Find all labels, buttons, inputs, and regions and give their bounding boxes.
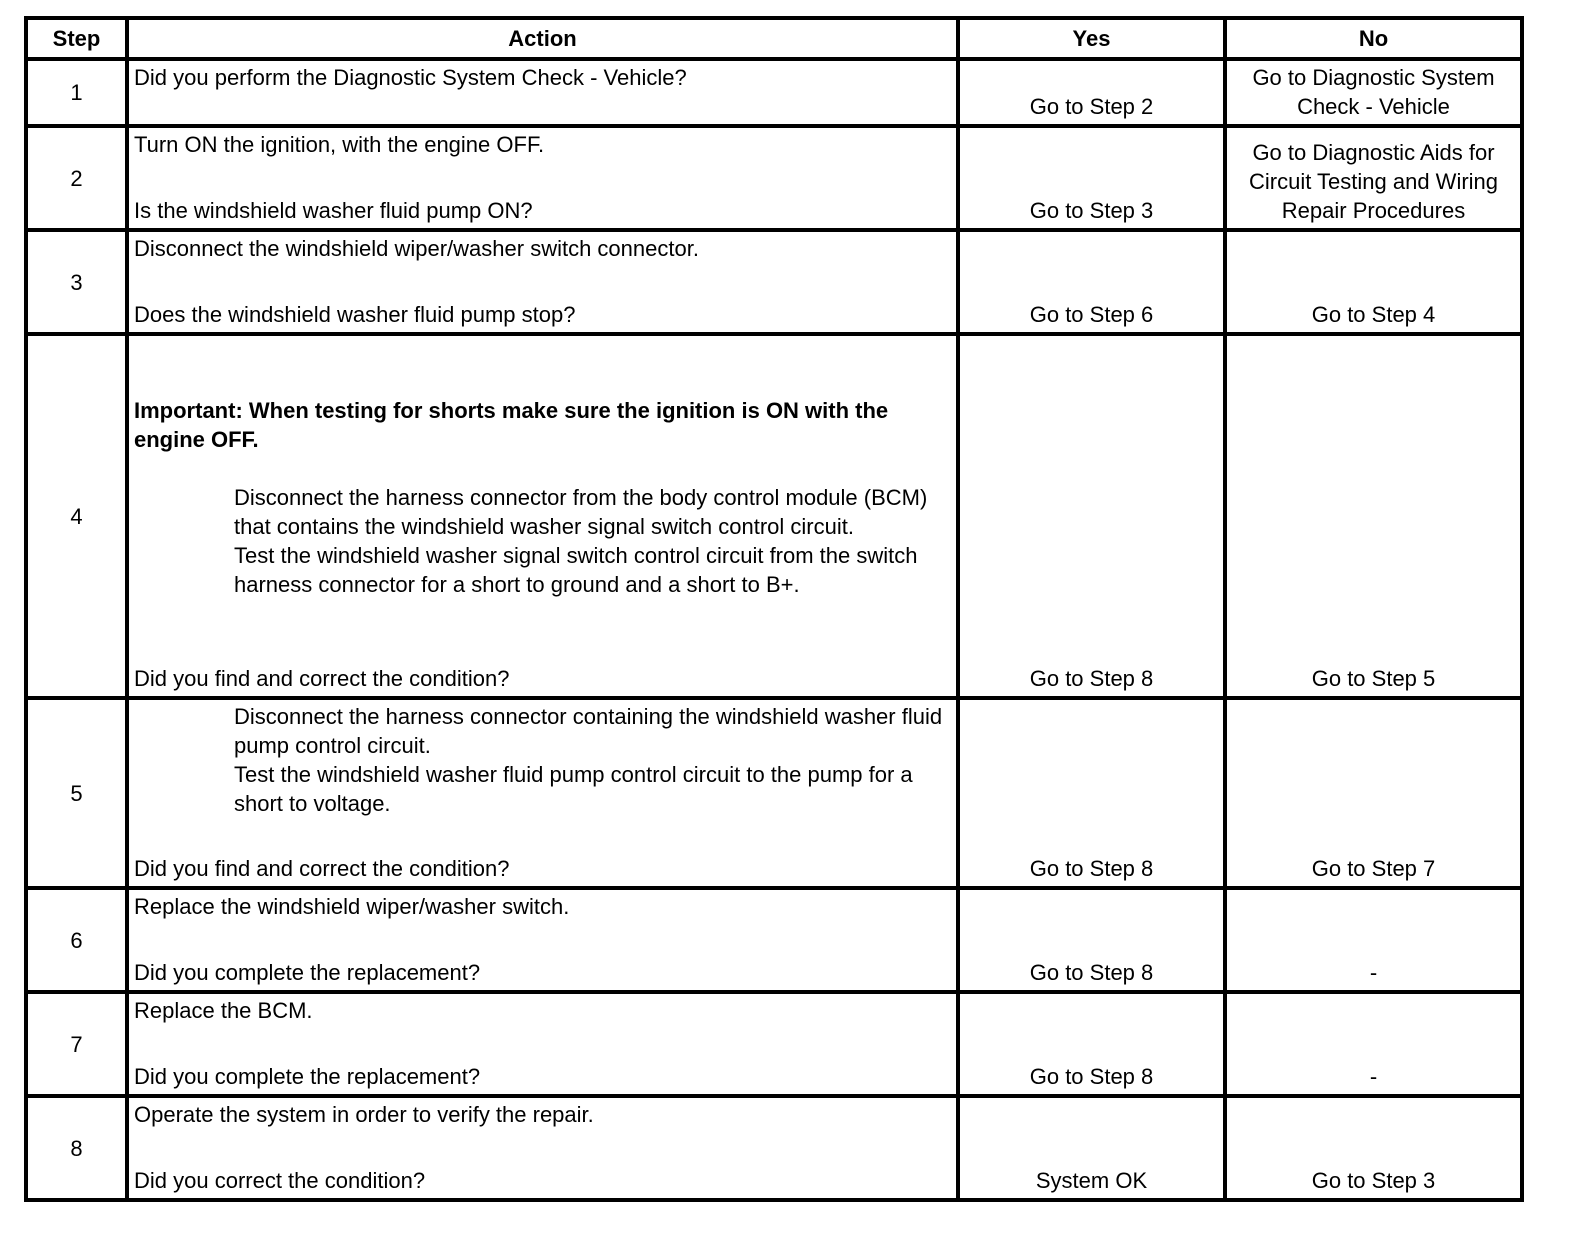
action-instruction: Replace the windshield wiper/washer switch.: [134, 894, 570, 919]
sub-step: Disconnect the harness connector from the body control module (BCM) that contains the windshield washer signal switch control circuit.: [234, 485, 928, 539]
no-cell: Go to Diagnostic Aids for Circuit Testing and Wiring Repair Procedures: [1225, 126, 1522, 230]
action-cell: [127, 126, 958, 230]
yes-cell: Go to Step 2: [958, 59, 1225, 126]
no-cell: -: [1225, 992, 1522, 1096]
action-cell: [127, 888, 958, 992]
yes-cell: System OK: [958, 1096, 1225, 1200]
action-cell: [127, 698, 958, 888]
header-step: Step: [26, 18, 127, 59]
table-row: [26, 334, 1522, 698]
action-instruction: Replace the BCM.: [134, 998, 313, 1023]
yes-cell: Go to Step 8: [958, 992, 1225, 1096]
table-row: [26, 698, 1522, 888]
action-question: Did you find and correct the condition?: [134, 856, 510, 881]
no-cell: Go to Diagnostic System Check - Vehicle: [1225, 59, 1522, 126]
header-yes: Yes: [958, 18, 1225, 59]
action-cell: [127, 1096, 958, 1200]
table-row: [26, 888, 1522, 992]
step-number: 7: [26, 992, 127, 1096]
diagnostic-table: [24, 16, 1524, 1202]
step-number: 2: [26, 126, 127, 230]
table-row: [26, 59, 1522, 126]
action-cell: [127, 334, 958, 698]
yes-cell: Go to Step 6: [958, 230, 1225, 334]
step-number: 8: [26, 1096, 127, 1200]
step-number: 6: [26, 888, 127, 992]
action-question: Did you complete the replacement?: [134, 960, 481, 985]
action-question: Does the windshield washer fluid pump stop?: [134, 302, 576, 327]
step-number: 3: [26, 230, 127, 334]
header-action: Action: [127, 18, 958, 59]
table-row: [26, 230, 1522, 334]
sub-step: Test the windshield washer signal switch control circuit from the switch harness connector for a short to ground and a short to B+.: [234, 543, 918, 597]
action-instruction: Turn ON the ignition, with the engine OFF.: [134, 132, 545, 157]
sub-step: Test the windshield washer fluid pump control circuit to the pump for a short to voltage.: [234, 762, 913, 816]
yes-cell: Go to Step 8: [958, 334, 1225, 698]
step-number: 4: [26, 334, 127, 698]
action-instruction: Disconnect the windshield wiper/washer switch connector.: [134, 236, 699, 261]
no-cell: Go to Step 4: [1225, 230, 1522, 334]
table-row: [26, 992, 1522, 1096]
header-row: [26, 18, 1522, 59]
yes-cell: Go to Step 3: [958, 126, 1225, 230]
yes-cell: Go to Step 8: [958, 698, 1225, 888]
table-row: [26, 1096, 1522, 1200]
action-question: Did you find and correct the condition?: [134, 666, 510, 691]
table-row: [26, 126, 1522, 230]
sub-step: Disconnect the harness connector containing the windshield washer fluid pump control circuit.: [234, 704, 943, 758]
header-no: No: [1225, 18, 1522, 59]
no-cell: Go to Step 5: [1225, 334, 1522, 698]
step-number: 5: [26, 698, 127, 888]
step-number: 1: [26, 59, 127, 126]
action-cell: [127, 230, 958, 334]
yes-cell: Go to Step 8: [958, 888, 1225, 992]
no-cell: Go to Step 7: [1225, 698, 1522, 888]
action-cell: [127, 59, 958, 126]
important-note: Important: When testing for shorts make sure the ignition is ON with the engine OFF.: [134, 398, 889, 452]
no-cell: -: [1225, 888, 1522, 992]
action-question: Did you complete the replacement?: [134, 1064, 481, 1089]
action-instruction: Operate the system in order to verify the repair.: [134, 1102, 594, 1127]
no-cell: Go to Step 3: [1225, 1096, 1522, 1200]
action-cell: [127, 992, 958, 1096]
action-question: Did you perform the Diagnostic System Check - Vehicle?: [134, 65, 687, 90]
action-question: Did you correct the condition?: [134, 1168, 426, 1193]
action-question: Is the windshield washer fluid pump ON?: [134, 198, 533, 223]
